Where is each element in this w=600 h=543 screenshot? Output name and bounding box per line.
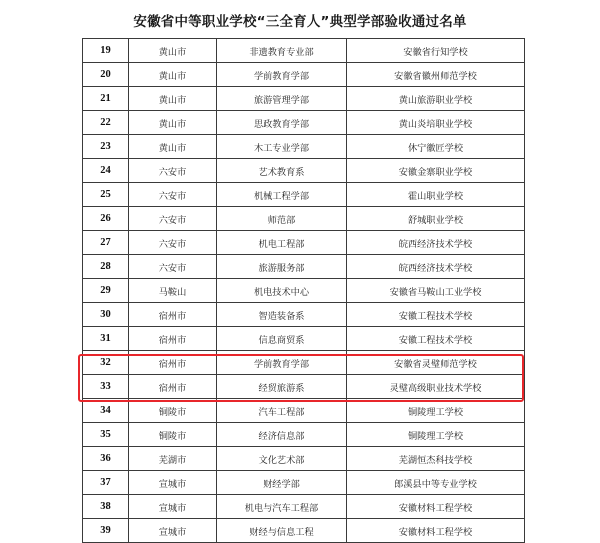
row-number-cell: 25 [83,183,129,207]
school-cell: 铜陵理工学校 [347,423,525,447]
table-row [83,423,525,447]
table-row [83,159,525,183]
department-cell: 信息商贸系 [217,327,347,351]
table-row [83,63,525,87]
row-number-cell: 28 [83,255,129,279]
department-cell: 师范部 [217,207,347,231]
city-cell: 宿州市 [129,327,217,351]
school-cell: 芜湖恒杰科技学校 [347,447,525,471]
department-cell: 旅游管理学部 [217,87,347,111]
school-cell: 安徽工程技术学校 [347,303,525,327]
table-row [83,327,525,351]
school-cell: 安徽省徽州师范学校 [347,63,525,87]
city-cell: 宣城市 [129,471,217,495]
row-number-cell: 31 [83,327,129,351]
department-cell: 汽车工程部 [217,399,347,423]
school-cell: 安徽省马鞍山工业学校 [347,279,525,303]
table-row [83,87,525,111]
school-cell: 安徽省行知学校 [347,39,525,63]
city-cell: 六安市 [129,207,217,231]
school-cell: 皖西经济技术学校 [347,255,525,279]
department-cell: 财经与信息工程 [217,519,347,543]
row-number-cell: 38 [83,495,129,519]
row-number-cell: 30 [83,303,129,327]
city-cell: 六安市 [129,159,217,183]
city-cell: 黄山市 [129,135,217,159]
city-cell: 宿州市 [129,351,217,375]
department-cell: 经济信息部 [217,423,347,447]
department-cell: 机电与汽车工程部 [217,495,347,519]
city-cell: 六安市 [129,231,217,255]
city-cell: 铜陵市 [129,399,217,423]
row-number-cell: 32 [83,351,129,375]
department-cell: 文化艺术部 [217,447,347,471]
city-cell: 黄山市 [129,39,217,63]
city-cell: 马鞍山 [129,279,217,303]
document-title: 安徽省中等职业学校“三全育人”典型学部验收通过名单 [133,14,467,30]
row-number-cell: 26 [83,207,129,231]
row-number-cell: 34 [83,399,129,423]
row-number-cell: 39 [83,519,129,543]
table-row [83,183,525,207]
city-cell: 芜湖市 [129,447,217,471]
row-number-cell: 22 [83,111,129,135]
city-cell: 宿州市 [129,303,217,327]
table-row [83,399,525,423]
acceptance-list-table [82,38,525,543]
table-body [83,39,525,543]
row-number-cell: 19 [83,39,129,63]
school-cell: 安徽省灵璧师范学校 [347,351,525,375]
school-cell: 霍山职业学校 [347,183,525,207]
table-row [83,135,525,159]
table-row [83,39,525,63]
city-cell: 铜陵市 [129,423,217,447]
department-cell: 非遗教育专业部 [217,39,347,63]
city-cell: 宿州市 [129,375,217,399]
department-cell: 艺术教育系 [217,159,347,183]
school-cell: 黄山炎培职业学校 [347,111,525,135]
row-number-cell: 33 [83,375,129,399]
department-cell: 机电工程部 [217,231,347,255]
city-cell: 黄山市 [129,87,217,111]
table-row [83,279,525,303]
city-cell: 六安市 [129,183,217,207]
department-cell: 学前教育学部 [217,351,347,375]
school-cell: 铜陵理工学校 [347,399,525,423]
school-cell: 黄山旅游职业学校 [347,87,525,111]
school-cell: 安徽材料工程学校 [347,519,525,543]
department-cell: 思政教育学部 [217,111,347,135]
school-cell: 灵璧高级职业技术学校 [347,375,525,399]
department-cell: 旅游服务部 [217,255,347,279]
table-row [83,207,525,231]
table-row [83,519,525,543]
school-cell: 安徽工程技术学校 [347,327,525,351]
row-number-cell: 36 [83,447,129,471]
city-cell: 黄山市 [129,63,217,87]
row-number-cell: 27 [83,231,129,255]
department-cell: 学前教育学部 [217,63,347,87]
table-row [83,375,525,399]
city-cell: 宣城市 [129,519,217,543]
department-cell: 智造装备系 [217,303,347,327]
department-cell: 机械工程学部 [217,183,347,207]
table-row [83,447,525,471]
department-cell: 木工专业学部 [217,135,347,159]
row-number-cell: 23 [83,135,129,159]
table-row [83,495,525,519]
table-row [83,303,525,327]
row-number-cell: 35 [83,423,129,447]
city-cell: 黄山市 [129,111,217,135]
row-number-cell: 37 [83,471,129,495]
school-cell: 休宁徽匠学校 [347,135,525,159]
row-number-cell: 24 [83,159,129,183]
table-row [83,231,525,255]
school-cell: 舒城职业学校 [347,207,525,231]
city-cell: 六安市 [129,255,217,279]
city-cell: 宣城市 [129,495,217,519]
school-cell: 安徽材料工程学校 [347,495,525,519]
department-cell: 经贸旅游系 [217,375,347,399]
row-number-cell: 29 [83,279,129,303]
school-cell: 郎溪县中等专业学校 [347,471,525,495]
row-number-cell: 21 [83,87,129,111]
table-row [83,471,525,495]
department-cell: 机电技术中心 [217,279,347,303]
table-row [83,255,525,279]
school-cell: 皖西经济技术学校 [347,231,525,255]
table-row [83,111,525,135]
department-cell: 财经学部 [217,471,347,495]
table-row [83,351,525,375]
school-cell: 安徽金寨职业学校 [347,159,525,183]
row-number-cell: 20 [83,63,129,87]
